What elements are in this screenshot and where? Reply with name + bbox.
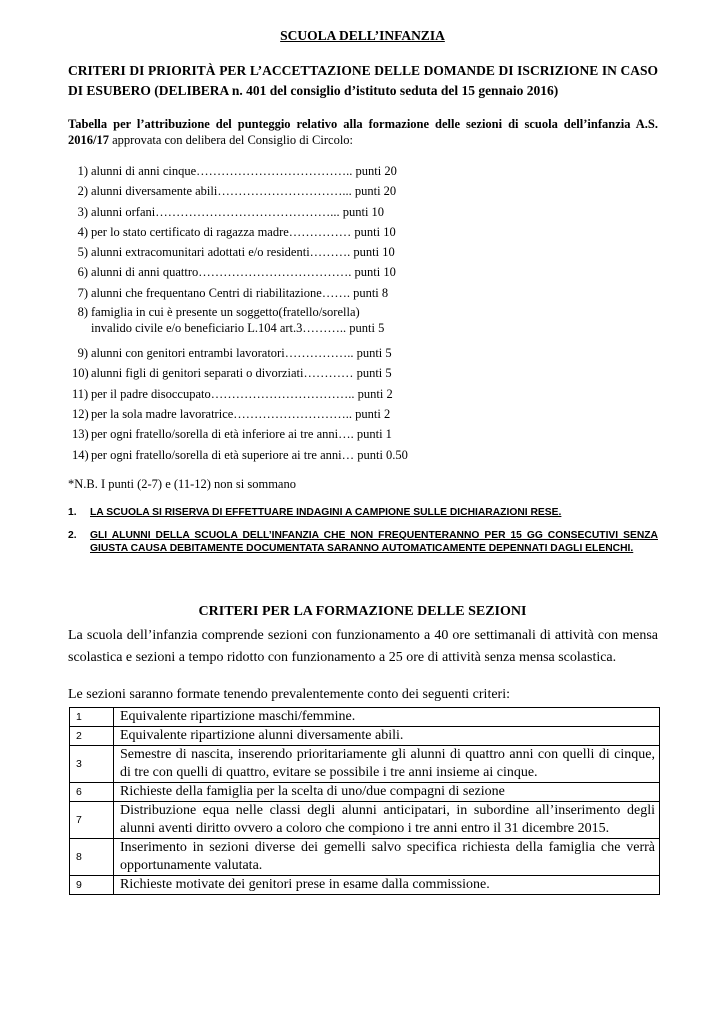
row-number: 2 <box>70 727 114 746</box>
row-number: 7 <box>70 802 114 839</box>
table-row <box>70 746 660 783</box>
criterion-number: 12) <box>72 406 89 421</box>
criterion-item <box>72 343 492 363</box>
criterion-item <box>72 384 492 404</box>
row-number: 3 <box>70 746 114 783</box>
criterion-number: 9) <box>77 346 88 361</box>
criterion-text: famiglia in cui è presente un soggetto(fratello/sorella) <box>91 305 360 320</box>
criterion-text: alunni con genitori entrambi lavoratori…………….. punti 5 <box>91 346 392 361</box>
page-title: SCUOLA DELL’INFANZIA <box>280 28 445 43</box>
warning-text: GLI ALUNNI DELLA SCUOLA DELL’INFANZIA CHE NON FREQUENTERANNO PER 15 GG CONSECUTIVI SENZA GIUSTA CAUSA DEBITAMENTE DOCUMENTATA SARANNO AUTOMATICAMENTE DEPENNATI DAGLI ELENCHI. <box>90 530 658 554</box>
criterion-number: 4) <box>77 224 88 239</box>
criterion-item <box>72 303 492 343</box>
row-text: Equivalente ripartizione maschi/femmine. <box>114 708 660 727</box>
table-row <box>70 839 660 876</box>
criterion-item <box>72 242 492 262</box>
criterion-item <box>72 262 492 282</box>
section-title: CRITERI PER LA FORMAZIONE DELLE SEZIONI <box>198 604 527 619</box>
document-subtitle: CRITERI DI PRIORITÀ PER L’ACCETTAZIONE DELLE DOMANDE DI ISCRIZIONE IN CASO DI ESUBERO (DELIBERA n. 401 del consiglio d’istituto seduta del 15 gennaio 2016) <box>68 63 658 98</box>
criterion-text: alunni extracomunitari adottati e/o residenti………. punti 10 <box>91 245 395 260</box>
intro-bold-text: Tabella per l’attribuzione del punteggio relativo alla formazione delle sezioni di scuola dell’infanzia A.S. 2016/17 <box>68 117 658 147</box>
criterion-text: alunni diversamente abili…………………………... punti 20 <box>91 184 397 199</box>
points-criteria-list <box>72 161 492 465</box>
criterion-text: per ogni fratello/sorella di età inferiore ai tre anni…. punti 1 <box>91 427 392 442</box>
criterion-item <box>72 161 492 181</box>
criterion-text: per la sola madre lavoratrice……………………….. punti 2 <box>91 406 391 421</box>
note-text: *N.B. I punti (2-7) e (11-12) non si sommano <box>68 477 296 491</box>
criterion-item <box>72 283 492 303</box>
criterion-number: 10) <box>72 366 89 381</box>
criterion-number: 8) <box>77 305 88 320</box>
criterion-text: alunni che frequentano Centri di riabilitazione……. punti 8 <box>91 285 389 300</box>
criterion-item <box>72 404 492 424</box>
row-number: 6 <box>70 783 114 802</box>
intro-paragraph <box>68 117 658 148</box>
criterion-number: 2) <box>77 184 88 199</box>
row-text: Richieste motivate dei genitori prese in esame dalla commissione. <box>114 876 660 895</box>
criterion-number: 14) <box>72 447 89 462</box>
criterion-text: alunni di anni quattro………………………………. punti 10 <box>91 265 396 280</box>
criterion-item <box>72 222 492 242</box>
criterion-text: per ogni fratello/sorella di età superiore ai tre anni… punti 0.50 <box>91 447 408 462</box>
section-criteria-table <box>69 707 660 895</box>
criterion-number: 6) <box>77 265 88 280</box>
row-number: 1 <box>70 708 114 727</box>
row-text: Equivalente ripartizione alunni diversamente abili. <box>114 727 660 746</box>
row-text: Inserimento in sezioni diverse dei gemelli salvo specifica richiesta della famiglia che verrà opportunamente valutata. <box>114 839 660 876</box>
table-row <box>70 727 660 746</box>
table-row <box>70 783 660 802</box>
warning-item <box>68 530 658 555</box>
criterion-item <box>72 424 492 444</box>
warning-item <box>68 507 658 520</box>
criterion-number: 11) <box>72 386 89 401</box>
criterion-item <box>72 181 492 201</box>
criterion-item <box>72 363 492 383</box>
criterion-text: per lo stato certificato di ragazza madre…………… punti 10 <box>91 224 396 239</box>
section-paragraph-intro: Le sezioni saranno formate tenendo prevalentemente conto dei seguenti criteri: <box>68 687 510 702</box>
table-row <box>70 708 660 727</box>
table-row <box>70 802 660 839</box>
warning-number: 1. <box>68 507 77 518</box>
row-number: 8 <box>70 839 114 876</box>
criterion-number: 5) <box>77 245 88 260</box>
criterion-text: alunni figli di genitori separati o divorziati………… punti 5 <box>91 366 392 381</box>
row-number: 9 <box>70 876 114 895</box>
criterion-number: 3) <box>77 204 88 219</box>
criterion-number: 13) <box>72 427 89 442</box>
section-paragraph: La scuola dell’infanzia comprende sezioni con funzionamento a 40 ore settimanali di attività con mensa scolastica e sezioni a tempo ridotto con funzionamento a 25 ore di attività senza mensa scolastica. <box>68 628 658 665</box>
intro-rest-text: approvata con delibera del Consiglio di Circolo: <box>108 132 354 147</box>
criterion-number: 1) <box>77 164 88 178</box>
row-text: Distribuzione equa nelle classi degli alunni anticipatari, in subordine all’inserimento degli alunni aventi diritto ovvero a coloro che compiono i tre anni entro il 31 dicembre 2015. <box>114 802 660 839</box>
criterion-text-continued: invalido civile e/o beneficiario L.104 art.3……….. punti 5 <box>91 320 385 335</box>
row-text: Semestre di nascita, inserendo prioritariamente gli alunni di quattro anni con quelli di cinque, di tre con quelli di quattro, evitare se possibile i tre anni insieme ai cinque. <box>114 746 660 783</box>
criterion-item <box>72 202 492 222</box>
row-text: Richieste della famiglia per la scelta di uno/due compagni di sezione <box>114 783 660 802</box>
criterion-text: alunni di anni cinque……………………………….. punti 20 <box>91 164 397 178</box>
criterion-text: alunni orfani……………………………………... punti 10 <box>91 204 385 219</box>
criterion-number: 7) <box>77 285 88 300</box>
criterion-text: per il padre disoccupato…………………………….. punti 2 <box>91 386 393 401</box>
table-row <box>70 876 660 895</box>
criterion-item <box>72 445 492 465</box>
warning-text: LA SCUOLA SI RISERVA DI EFFETTUARE INDAGINI A CAMPIONE SULLE DICHIARAZIONI RESE. <box>90 507 562 518</box>
warning-number: 2. <box>68 530 77 541</box>
